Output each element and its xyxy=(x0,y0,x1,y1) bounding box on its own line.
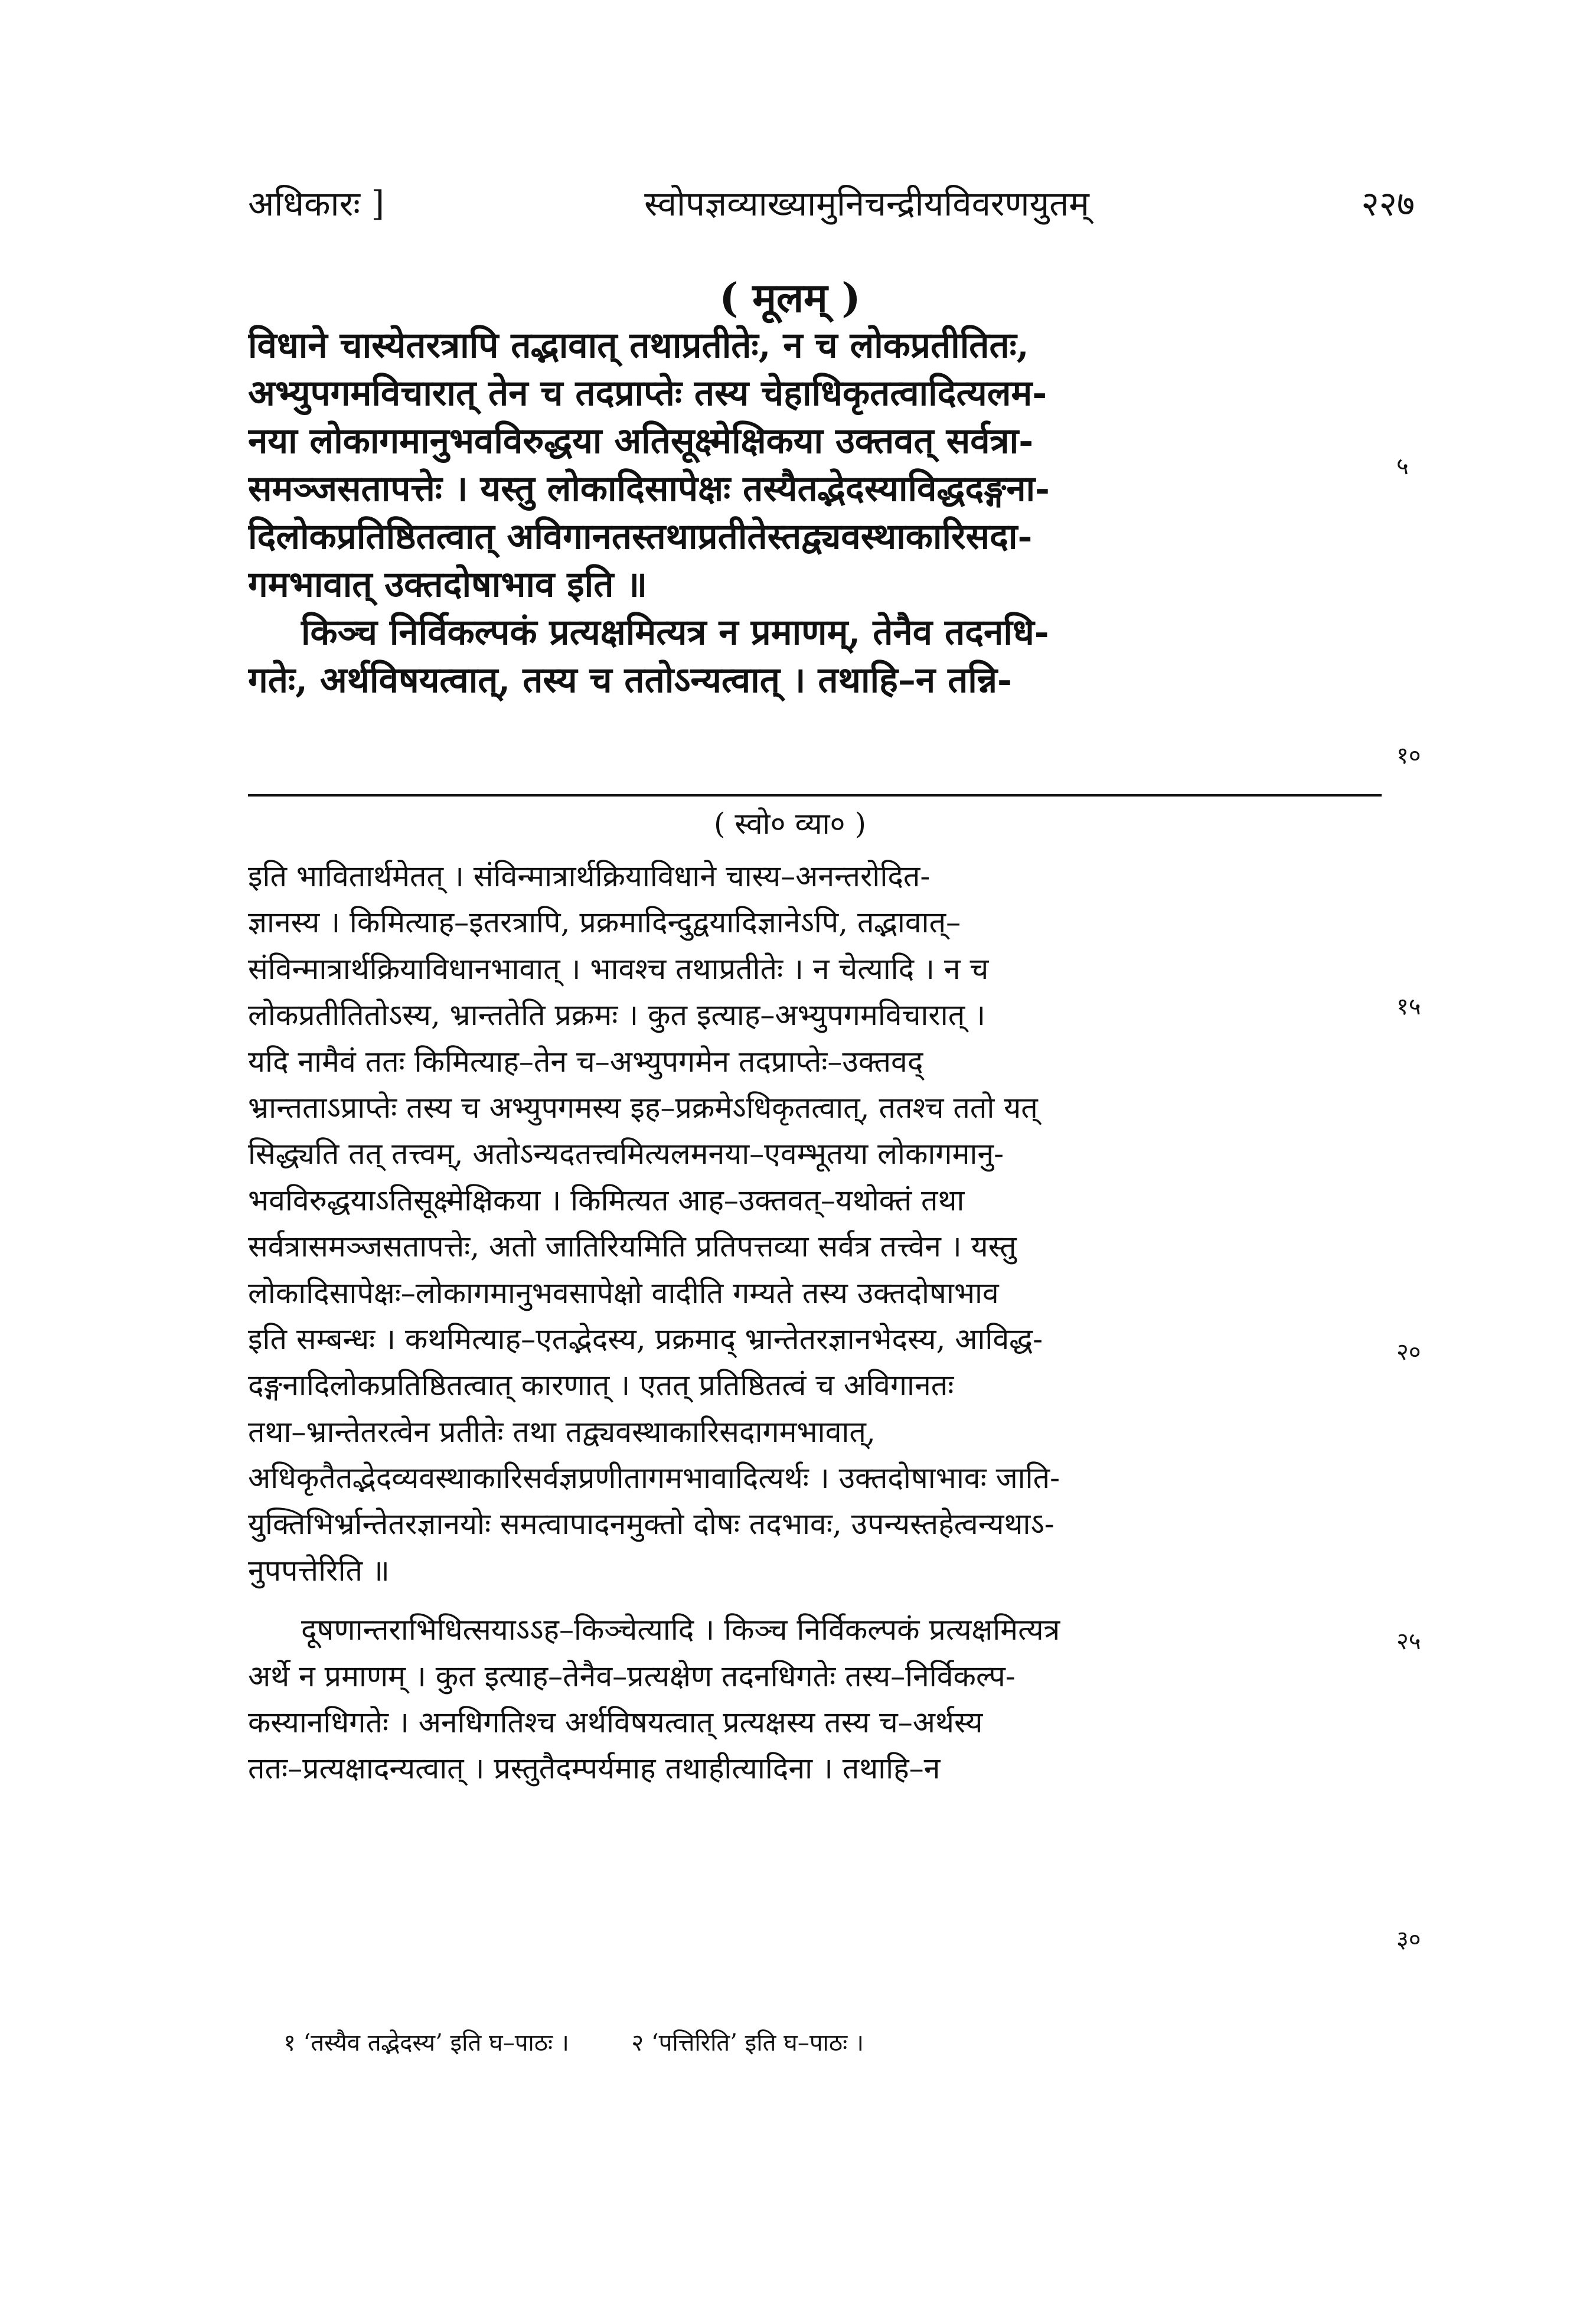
mula-line: समञ्जसतापत्तेः । यस्तु लोकादिसापेक्षः तस्यैतद्भेदस्याविद्धदङ्गना- xyxy=(248,468,1050,510)
footnote-2: २ ‘पत्तिरिति’ इति घ–पाठः । xyxy=(631,2029,864,2057)
section-divider xyxy=(248,794,1382,797)
mula-line: गतेः, अर्थविषयत्वात्, तस्य च ततोऽन्यत्वात् । तथाहि–न तन्नि- xyxy=(248,660,1012,701)
mula-line: नया लोकागमानुभवविरुद्धया अतिसूक्ष्मेक्षिकया उक्तवत् सर्वत्रा- xyxy=(248,420,1034,462)
line-number: १५ xyxy=(1396,993,1421,1020)
vyakhya-line: इति सम्बन्धः । कथमित्याह–एतद्भेदस्य, प्रक्रमाद् भ्रान्तेतरज्ञानभेदस्य, आविद्ध- xyxy=(248,1321,1043,1356)
mula-line: गमभावात् उक्तदोषाभाव इति ॥ xyxy=(248,564,648,605)
vyakhya-line: सिद्ध्यति तत् तत्त्वम्, अतोऽन्यदतत्त्वमित्यलमनया–एवम्भूतया लोकागमानु- xyxy=(248,1137,1004,1171)
vyakhya-line: भवविरुद्धयाऽतिसूक्ष्मेक्षिकया । किमित्यत आह–उक्तवत्–यथोक्तं तथा xyxy=(248,1183,965,1218)
vyakhya-line: इति भावितार्थमेतत् । संविन्मात्रार्थक्रियाविधाने चास्य–अनन्तरोदित- xyxy=(248,859,931,893)
page-number: २२७ xyxy=(1361,184,1415,224)
vyakhya-line: दूषणान्तराभिधित्सयाऽऽह–किञ्चेत्यादि । किञ्च निर्विकल्पकं प्रत्यक्षमित्यत्र xyxy=(301,1613,1060,1647)
vyakhya-line: युक्तिभिर्भ्रान्तेतरज्ञानयोः समत्वापादनमुक्तो दोषः तदभावः, उपन्यस्तहेत्वन्यथाऽ- xyxy=(248,1507,1055,1542)
vyakhya-line: कस्यानधिगतेः । अनधिगतिश्च अर्थविषयत्वात् प्रत्यक्षस्य तस्य च–अर्थस्य xyxy=(248,1705,983,1740)
header-section-label: अधिकारः ] xyxy=(248,184,385,224)
footnote-1: १ ‘तस्यैव तद्भेदस्य’ इति घ–पाठः । xyxy=(283,2029,569,2057)
vyakhya-line: तथा–भ्रान्तेतरत्वेन प्रतीतेः तथा तद्व्यवस्थाकारिसदागमभावात्, xyxy=(248,1414,876,1449)
mula-text xyxy=(248,322,1382,704)
vyakhya-line: संविन्मात्रार्थक्रियाविधानभावात् । भावश्च तथाप्रतीतेः । न चेत्यादि । न च xyxy=(248,951,989,986)
vyakhya-text xyxy=(248,853,1382,1792)
vyakhya-line: नुपपत्तेरिति ॥ xyxy=(248,1553,390,1588)
mula-line: अभ्युपगमविचारात् तेन च तदप्राप्तेः तस्य चेहाधिकृतत्वादित्यलम- xyxy=(248,373,1047,414)
header-title: स्वोपज्ञव्याख्यामुनिचन्द्रीयविवरणयुतम् xyxy=(644,184,1089,224)
mula-line: विधाने चास्येतरत्रापि तद्भावात् तथाप्रतीतेः, न च लोकप्रतीतितः, xyxy=(248,325,1029,366)
running-header xyxy=(248,177,1415,230)
vyakhya-line: दङ्गनादिलोकप्रतिष्ठितत्वात् कारणात् । एतत् प्रतिष्ठितत्वं च अविगानतः xyxy=(248,1368,954,1403)
vyakhya-heading: ( स्वो० व्या० ) xyxy=(714,807,866,841)
vyakhya-line: अधिकृतैतद्भेदव्यवस्थाकारिसर्वज्ञप्रणीतागमभावादित्यर्थः । उक्तदोषाभावः जाति- xyxy=(248,1461,1060,1496)
line-number: ३० xyxy=(1396,1926,1421,1953)
vyakhya-line: सर्वत्रासमञ्जसतापत्तेः, अतो जातिरियमिति प्रतिपत्तव्या सर्वत्र तत्त्वेन । यस्तु xyxy=(248,1229,1017,1264)
vyakhya-line: यदि नामैवं ततः किमित्याह–तेन च–अभ्युपगमेन तदप्राप्तेः–उक्तवद् xyxy=(248,1044,923,1079)
mula-heading: ( मूलम् ) xyxy=(719,275,861,322)
vyakhya-line: अर्थे न प्रमाणम् । कुत इत्याह–तेनैव–प्रत्यक्षेण तदनधिगतेः तस्य–निर्विकल्प- xyxy=(248,1659,1016,1693)
line-number: ५ xyxy=(1396,453,1409,480)
line-number: २० xyxy=(1396,1339,1421,1366)
mula-line: दिलोकप्रतिष्ठितत्वात् अविगानतस्तथाप्रतीतेस्तद्व्यवस्थाकारिसदा- xyxy=(248,516,1033,557)
line-number: २५ xyxy=(1396,1628,1421,1655)
vyakhya-line: ततः–प्रत्यक्षादन्यत्वात् । प्रस्तुतैदम्पर्यमाह तथाहीत्यादिना । तथाहि–न xyxy=(248,1751,941,1786)
footnotes xyxy=(283,2025,1382,2061)
vyakhya-line: ज्ञानस्य । किमित्याह–इतरत्रापि, प्रक्रमादिन्दुद्वयादिज्ञानेऽपि, तद्भावात्– xyxy=(248,905,961,940)
line-number: १० xyxy=(1396,742,1421,769)
vyakhya-line: लोकादिसापेक्षः–लोकागमानुभवसापेक्षो वादीति गम्यते तस्य उक्तदोषाभाव xyxy=(248,1275,999,1310)
vyakhya-line: भ्रान्तताऽप्राप्तेः तस्य च अभ्युपगमस्य इह–प्रक्रमेऽधिकृतत्वात्, ततश्च ततो यत् xyxy=(248,1090,1038,1125)
vyakhya-line: लोकप्रतीतितोऽस्य, भ्रान्ततेति प्रक्रमः । कुत इत्याह–अभ्युपगमविचारात् । xyxy=(248,998,986,1033)
mula-line: किञ्च निर्विकल्पकं प्रत्यक्षमित्यत्र न प्रमाणम्, तेनैव तदनधि- xyxy=(301,612,1049,653)
